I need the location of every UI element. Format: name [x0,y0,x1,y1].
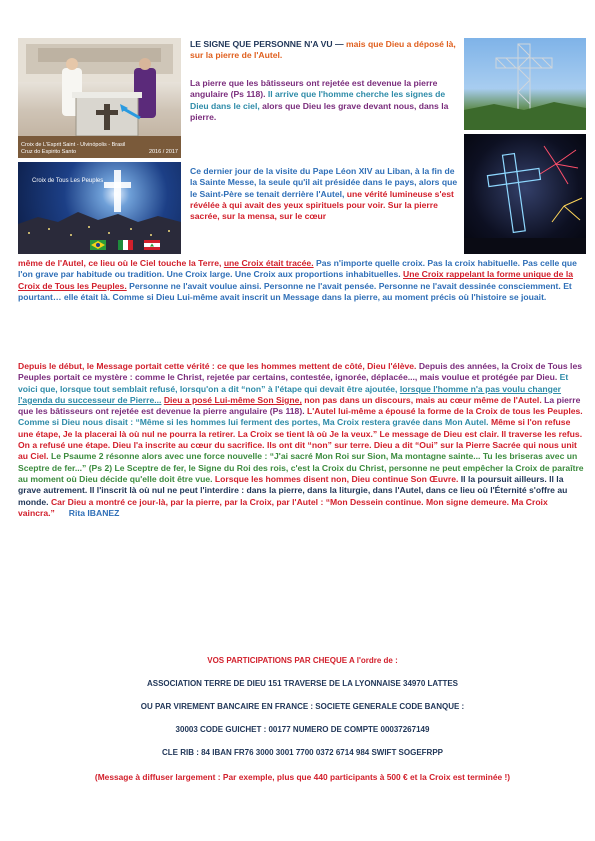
para3-sentence-5: Personne ne l'avait voulue ainsi. Personne ne l'avait pensée. Personne ne l'avait dessinée consciemment. Et pourtant… elle était là. Comme si Dieu Lui-même avait inscrit un Message dans la pierre, au moment précis où l'histoire se jouait. [18,280,572,302]
para4-sentence-1: Depuis le début, le Message portait cette vérité : ce que les hommes mettent de côté, Dieu l'élève. [18,361,419,371]
para3-cross-traced: une Croix était tracée. [223,258,314,268]
para4-sentence-8: La pierre que les bâtisseurs ont rejetée est devenue la pierre angulaire (Ps 118). [18,394,581,417]
bank-account-line: 30003 CODE GUICHET : 00177 NUMERO DE COMPTE 00037267149 [175,725,430,734]
para4-sentence-2: Depuis des années, la Croix de Tous les Peuples portait ce mystère : comme le Christ, rejetée par certains, contestée, ignorée, déplacée..., mais voulue et protégée par Dieu. [18,361,583,383]
para4-sentence-11: Même si l'on refuse une étape, Je la placerai là où nul ne pourra la retirer. La Croix se tient là où Je la veux.” Le message de Dieu est clair. Il traverse les refus. On a refusé une étape. Dieu l'a inscrite au cœur du sacrifice. [18,417,583,451]
para1-sentence-1: La pierre que les bâtisseurs ont rejetée est devenue la pierre angulaire (Ps 118). [190,78,438,100]
para4-sentence-12: Ils ont dit “non” sur terre. Dieu a dit “Oui” sur la Pierre Sacrée qui nous unit au Ciel. [18,440,577,462]
title-subtitle: mais que Dieu a déposé là, sur la pierre de l'Autel. [190,39,456,61]
para4-god-placed-sign: Dieu a posé Lui-même Son Signe, [163,394,302,405]
lattice-cross-illustration [464,38,586,130]
altar-caption-date: 2016 / 2017 [148,149,178,155]
para3-sentence-1: même de l'Autel, ce lieu où le Ciel touche la Terre, [18,258,224,268]
para4-sentence-10: Comme si Dieu nous disait : “Même si les hommes lui ferment des portes, Ma Croix restera gravée dans Mon Autel. [18,417,491,428]
metal-cross-day-photo [464,38,586,130]
para1-sentence-2: Il arrive que l'homme cherche les signes de Dieu dans le ciel, [190,89,446,111]
para3-sentence-3: Pas n'importe quelle croix. Pas la croix habituelle. Pas celle que l'on grave par habitude ou tradition. Une Croix large. Une Croix aux proportions inhabituelles. [18,258,577,280]
altar-photo [18,38,181,158]
participations-heading: VOS PARTICIPATIONS PAR CHEQUE A l'ordre de : [207,656,398,665]
cross-of-all-peoples-photo [18,162,181,254]
bank-transfer-line: OU PAR VIREMENT BANCAIRE EN FRANCE : SOCIETE GENERALE CODE BANQUE : [140,702,465,711]
altar-caption-line-1: Croix de L'Esprit Saint - Ulvinópolis - Brasil [21,142,126,148]
paragraph-message [18,361,587,519]
illuminated-cross-night-photo [464,134,586,254]
glowing-cross-illustration [18,162,181,254]
paragraph-cross-traced [18,258,587,303]
association-address: ASSOCIATION TERRE DE DIEU 151 TRAVERSE DE LA LYONNAISE 34970 LATTES [146,679,459,688]
para4-sentence-14: Lorsque les hommes disent non, Dieu continue Son Œuvre. [214,473,461,484]
cross-peoples-caption: Croix de Tous Les Peuples [32,178,104,184]
diffusion-note: (Message à diffuser largement : Par exemple, plus que 440 participants à 500 € et la Croix est terminée !) [94,772,511,782]
para2-sentence-2: une vérité lumineuse s'est révélée à qui avait des yeux spirituels pour voir. Sur la pierre sacrée, sur la mensa, sur le cœur [190,188,454,222]
paragraph-pope-visit [190,166,458,222]
para3-cross-of-all-peoples: Une Croix rappelant la forme unique de la Croix de Tous les Peuples. [18,269,573,291]
para4-sentence-13: Le Psaume 2 résonne alors avec une force nouvelle : “J'ai sacré Mon Roi sur Sion, Ma montagne sainte... Tu les briseras avec un Sceptre de fer...” (Ps 2) Le Sceptre de fer, le Signe du Roi des rois, c'est la Croix du Christ, personne ne peut empêcher la Croix de paraître au moment où Dieu décide qu'elle doit être vue. [18,451,584,484]
para4-sentence-3: Et voici que, lorsque tout semblait refusé, lorsqu'on a dit “non” à l'étape qui devait être ajoutée, [18,372,569,394]
para4-sentence-7: non pas dans un discours, mais au cœur même de l'Autel. [301,394,545,405]
para2-sentence-1: Ce dernier jour de la visite du Pape Léon XIV au Liban, à la fin de la Sainte Messe, la seule qu'il ait présidée dans le pays, alors que le Saint-Père se tenait derrière l'Autel, [190,166,458,199]
para4-sentence-16: Car Dieu a montré ce jour-là, par la pierre, par la Croix, par l'Autel : “Mon Dessein continue. Mon signe demeure. Ma Croix vaincra.” [18,496,548,518]
altar-photo-caption [21,142,178,156]
para4-agenda-refused: lorsque l'homme n'a pas voulu changer l'agenda du successeur de Pierre... [18,383,562,405]
fireworks-cross-illustration [464,134,586,254]
iban-swift-line: CLE RIB : 84 IBAN FR76 3000 3001 7700 0372 6714 984 SWIFT SOGEFRPP [161,748,444,757]
para4-sentence-15: Il la poursuit ailleurs. Il la grave autrement. Il l'inscrit là où nul ne peut l'interdire : dans la pierre, dans la liturgie, dans l'Autel, dans ce lieu où l'Éternité s'offre au monde. [18,473,568,507]
document-title [190,39,458,62]
para4-sentence-9: L'Autel lui-même a épousé la forme de la Croix de tous les Peuples. [306,406,583,417]
title-main: LE SIGNE QUE PERSONNE N'A VU — [190,39,346,49]
para1-sentence-3: alors que Dieu les grave devant nous, dans la pierre. [190,100,449,122]
altar-caption-line-2: Cruz do Espirito Santo [21,149,77,155]
altar-scene-illustration [18,38,181,158]
author-signature: Rita IBANEZ [68,507,120,518]
paragraph-cornerstone [190,78,458,123]
